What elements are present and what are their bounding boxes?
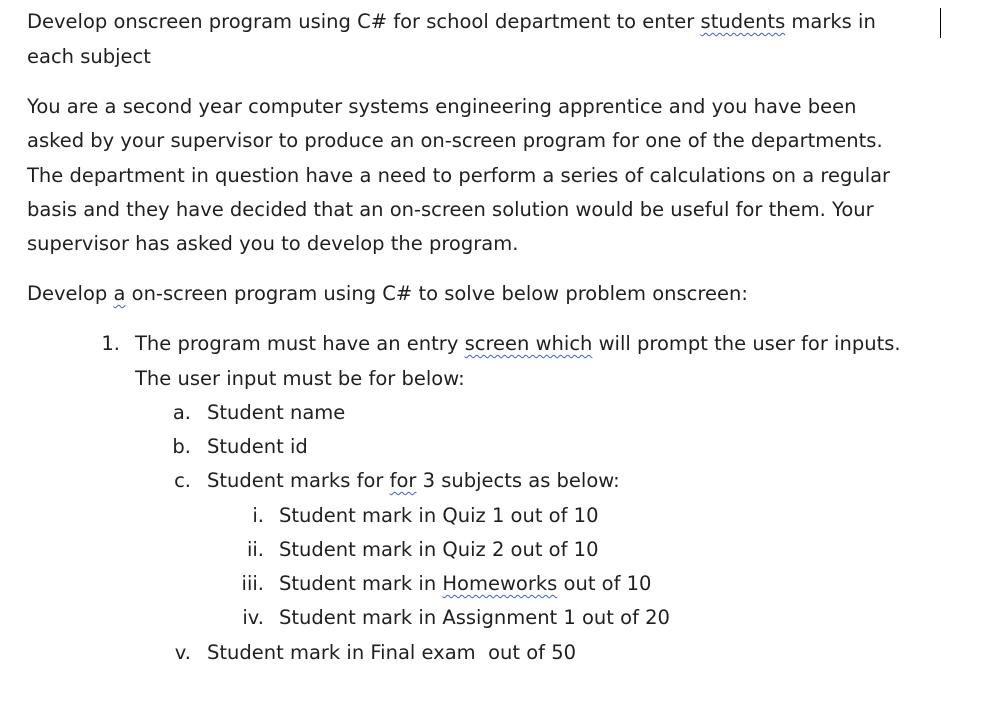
spellcheck-word[interactable]: Homeworks [442,572,558,595]
list-item-1-line-2: The user input must be for below: [135,367,465,390]
task-text-b: on-screen program using C# to solve below problem onscreen: [125,282,748,305]
list-item-iv: Student mark in Assignment 1 out of 20 [279,606,670,629]
list-item-i: Student mark in Quiz 1 out of 10 [279,504,599,527]
list-marker-i: i. [252,504,264,527]
list-item-c [207,468,620,494]
list-marker-iv: iv. [242,606,264,629]
list-marker-iii: iii. [241,572,264,595]
heading-text-a: Develop onscreen program using C# for school department to enter [27,10,701,33]
list-item-b: Student id [207,435,308,458]
list-item-1-text-a: The program must have an entry [135,332,465,355]
list-item-ii: Student mark in Quiz 2 out of 10 [279,538,599,561]
list-item-iii-text-a: Student mark in [279,572,443,595]
intro-line-4: basis and they have decided that an on-screen solution would be useful for them. Your [27,198,874,221]
task-text-a: Develop [27,282,114,305]
list-item-c-text-b: 3 subjects as below: [416,469,620,492]
list-item-iii-text-b: out of 10 [557,572,652,595]
intro-line-2: asked by your supervisor to produce an on-screen program for one of the departments. [27,129,883,152]
intro-line-3: The department in question have a need to perform a series of calculations on a regular [27,164,891,187]
list-marker-c: c. [174,469,191,492]
list-item-a: Student name [207,401,346,424]
list-item-1-line-1 [135,331,901,357]
intro-line-5: supervisor has asked you to develop the program. [27,232,519,255]
heading-line-1 [27,9,876,35]
list-marker-a: a. [172,401,191,424]
text-cursor [940,8,941,38]
heading-line-2: each subject [27,45,151,68]
list-marker-v: v. [174,641,191,664]
list-marker-ii: ii. [246,538,264,561]
list-item-iii [279,571,651,597]
list-item-c-text-a: Student marks for [207,469,390,492]
spellcheck-word[interactable]: students [700,10,786,33]
heading-text-b: marks in [785,10,876,33]
spellcheck-word[interactable]: a [113,282,126,305]
list-marker-1: 1. [101,332,120,355]
task-line [27,281,748,307]
list-item-1-text-b: will prompt the user for inputs. [592,332,901,355]
intro-line-1: You are a second year computer systems engineering apprentice and you have been [27,95,857,118]
spellcheck-word[interactable]: for [389,469,417,492]
list-marker-b: b. [172,435,191,458]
spellcheck-word[interactable]: screen which [464,332,593,355]
list-item-v: Student mark in Final exam out of 50 [207,641,577,664]
